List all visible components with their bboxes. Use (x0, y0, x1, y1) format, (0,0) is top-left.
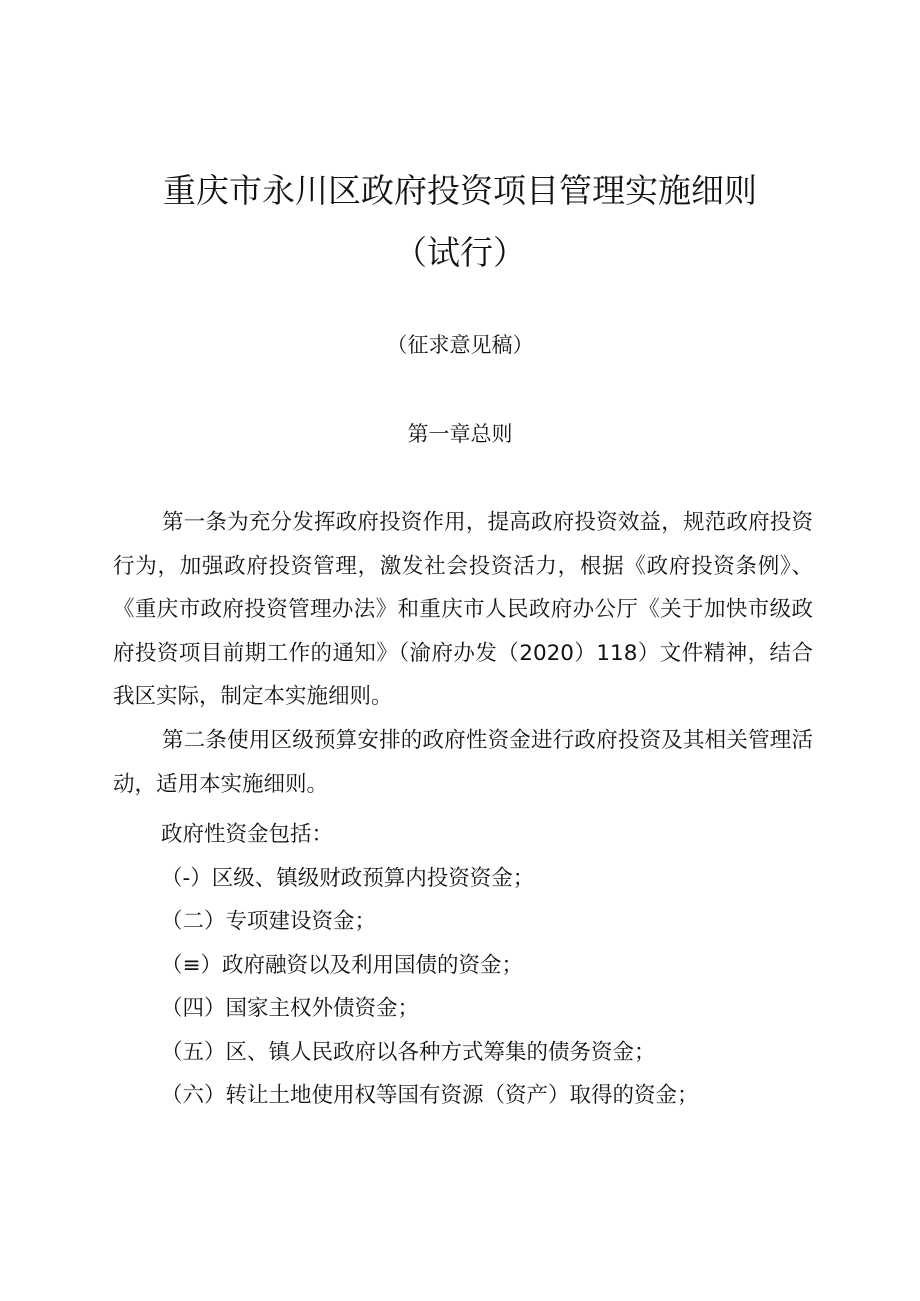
funds-list (161, 813, 821, 1118)
article-2-paragraph: 第二条使用区级预算安排的政府性资金进行政府投资及其相关管理活动，适用本实施细则。 (113, 728, 813, 797)
list-item: （六）转让土地使用权等国有资源（资产）取得的资金； (161, 1083, 699, 1108)
list-item: （≡）政府融资以及利用国债的资金； (161, 952, 524, 978)
document-title: 重庆市永川区政府投资项目管理实施细则 (163, 171, 757, 210)
funds-intro: 政府性资金包括： (161, 822, 334, 847)
list-item: （二）专项建设资金； (161, 909, 377, 934)
article-1-paragraph: 第一条为充分发挥政府投资作用，提高政府投资效益，规范政府投资行为，加强政府投资管理，激发社会投资活力，根据《政府投资条例》、《重庆市政府投资管理办法》和重庆市人民政府办公厅《关于加快市级政府投资项目前期工作的通知》（渝府办发（2020）118）文件精神，结合我区实际，制定本实施细则。 (113, 510, 813, 709)
list-item: （-）区级、镇级财政预算内投资资金； (161, 865, 535, 891)
chapter-heading: 第一章总则 (407, 422, 513, 446)
document-title-trial: （试行） (394, 233, 526, 272)
draft-label: （征求意见稿） (386, 333, 534, 357)
list-item: （五）区、镇人民政府以各种方式筹集的债务资金； (161, 1039, 656, 1065)
list-item: （四）国家主权外债资金； (161, 996, 420, 1021)
